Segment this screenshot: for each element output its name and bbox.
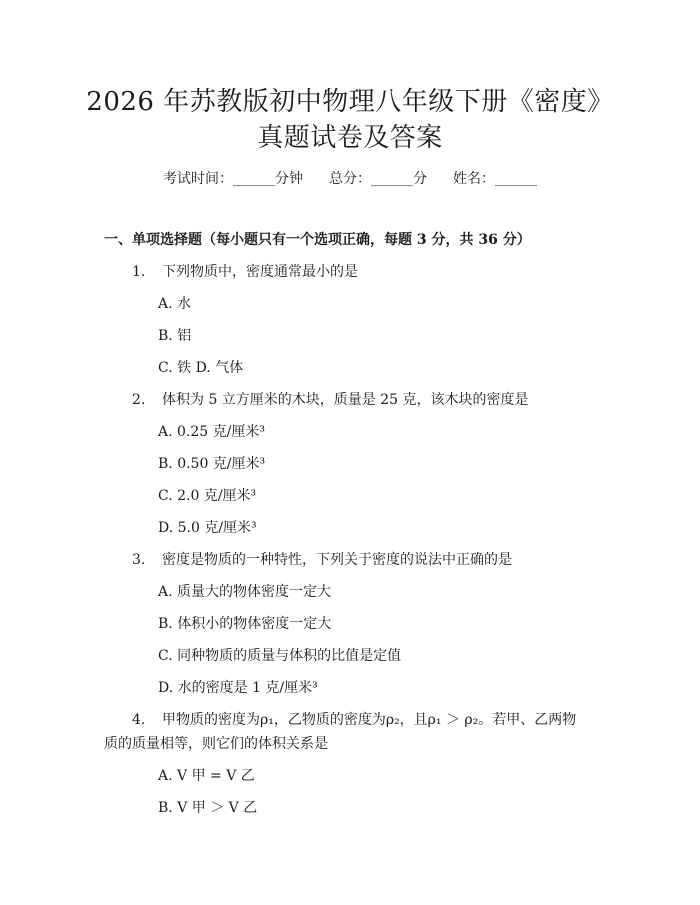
- exam-meta-line: [0, 169, 700, 189]
- question-4: [132, 710, 576, 730]
- question-2-option-c: C. 2.0 克/厘米³: [158, 488, 257, 504]
- student-name-field: 姓名：______: [453, 171, 537, 187]
- question-1-option-a: A. 水: [158, 296, 192, 312]
- question-4-option-a: A. V 甲 = V 乙: [158, 768, 255, 784]
- question-1-option-c-d: C. 铁 D. 气体: [158, 360, 244, 376]
- question-text: 密度是物质的一种特性，下列关于密度的说法中正确的是: [162, 552, 512, 568]
- question-3-option-b: B. 体积小的物体密度一定大: [158, 616, 332, 632]
- question-3-option-d: D. 水的密度是 1 克/厘米³: [158, 680, 318, 696]
- question-2-option-a: A. 0.25 克/厘米³: [158, 424, 265, 440]
- total-score-field: 总分：______分: [329, 171, 427, 187]
- question-3: [132, 550, 512, 570]
- question-2: [132, 390, 529, 410]
- question-1-option-b: B. 铝: [158, 328, 192, 344]
- document-title-line2: 真题试卷及答案: [257, 123, 443, 153]
- question-3-option-c: C. 同种物质的质量与体积的比值是定值: [158, 648, 402, 664]
- question-1: [132, 262, 358, 282]
- question-number: 2.: [132, 392, 146, 408]
- question-text: 下列物质中，密度通常最小的是: [162, 264, 358, 280]
- section-heading-single-choice: 一、单项选择题（每小题只有一个选项正确，每题 3 分，共 36 分）: [104, 232, 531, 248]
- question-2-option-d: D. 5.0 克/厘米³: [158, 520, 257, 536]
- question-number: 1.: [132, 264, 146, 280]
- question-2-option-b: B. 0.50 克/厘米³: [158, 456, 266, 472]
- exam-time-field: 考试时间：______分钟: [163, 171, 303, 187]
- document-title-line1: 2026 年苏教版初中物理八年级下册《密度》: [86, 87, 614, 117]
- question-3-option-a: A. 质量大的物体密度一定大: [158, 584, 332, 600]
- question-text: 甲物质的密度为ρ₁，乙物质的密度为ρ₂，且ρ₁ ＞ ρ₂。若甲、乙两物: [162, 712, 577, 728]
- question-number: 3.: [132, 552, 146, 568]
- question-4-text-continued: 质的质量相等，则它们的体积关系是: [104, 736, 328, 752]
- question-4-option-b: B. V 甲 ＞ V 乙: [158, 800, 258, 816]
- question-number: 4.: [132, 712, 146, 728]
- question-text: 体积为 5 立方厘米的木块，质量是 25 克，该木块的密度是: [162, 392, 529, 408]
